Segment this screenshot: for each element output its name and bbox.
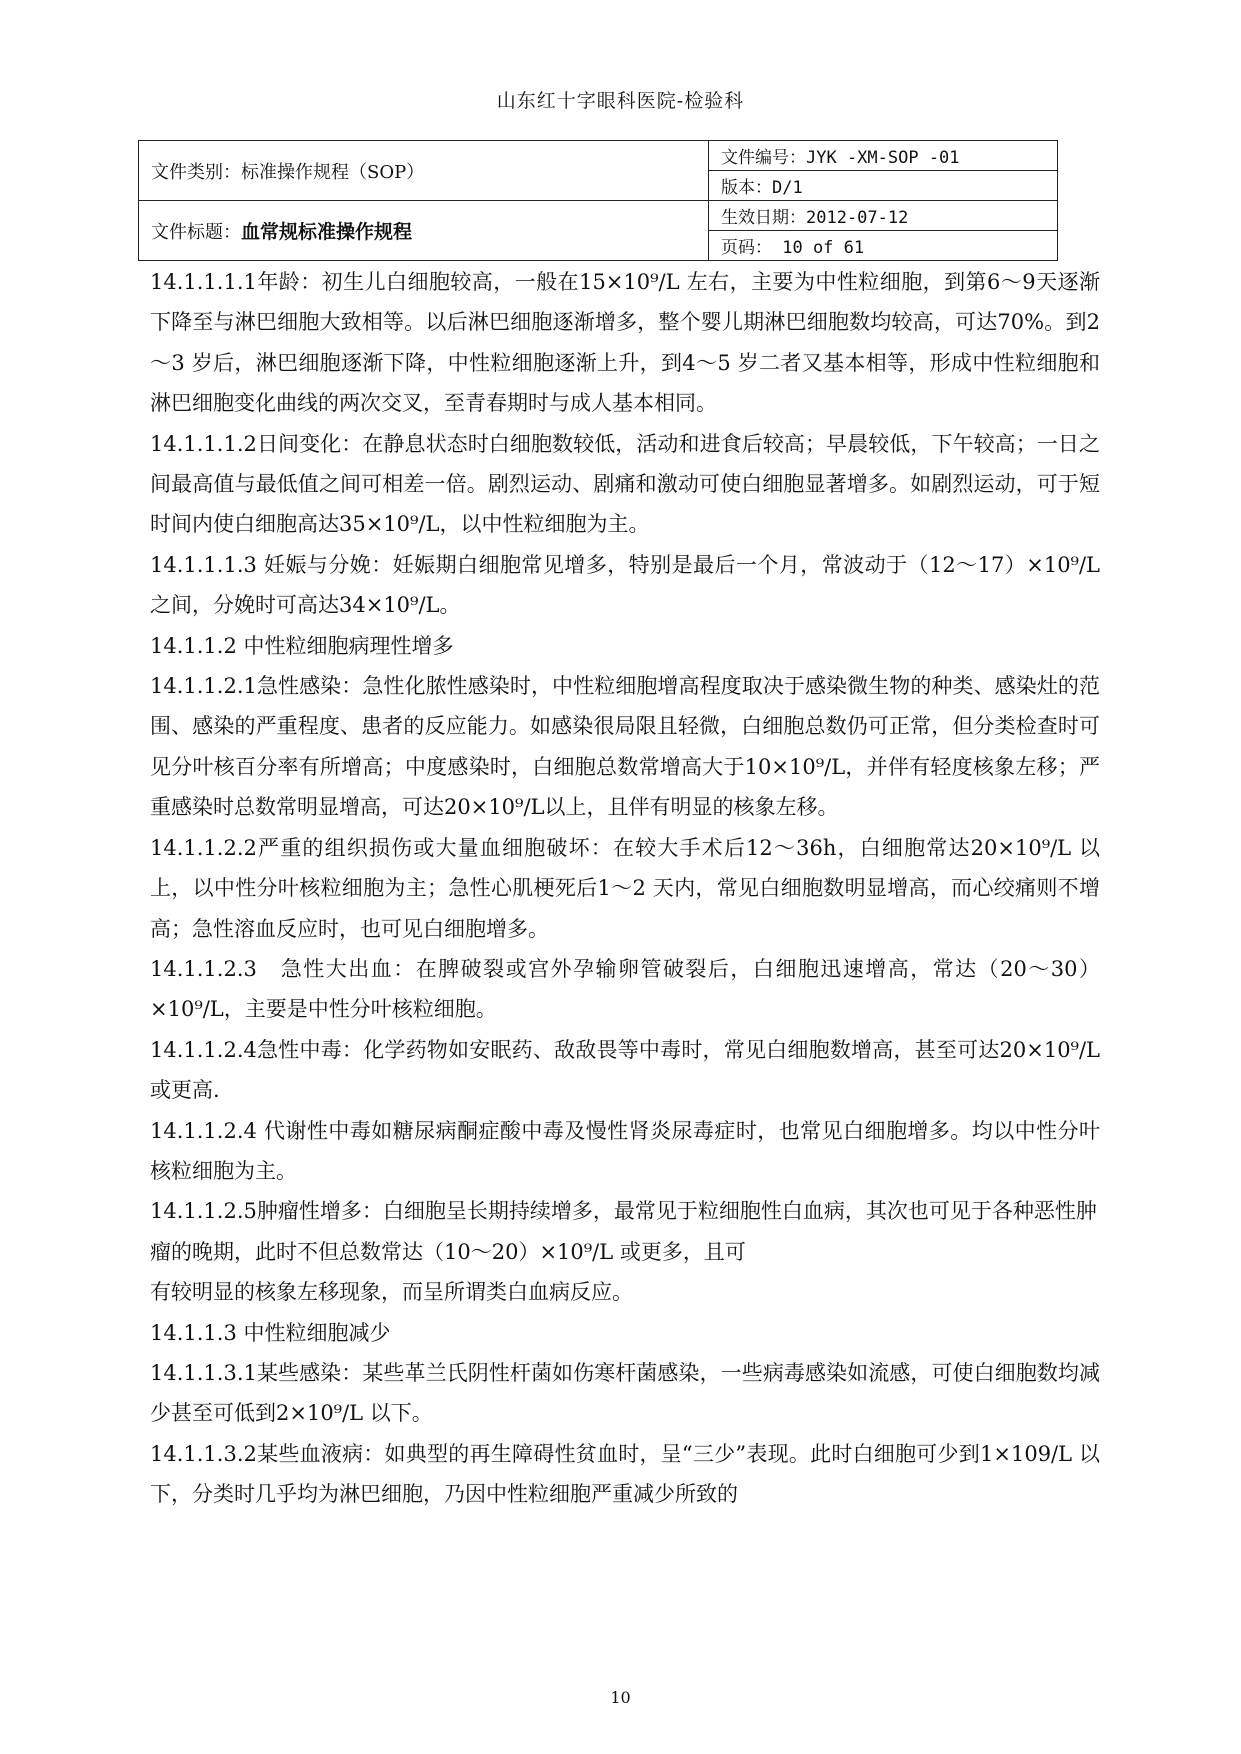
hospital-header: 山东红十字眼科医院-检验科: [496, 90, 745, 112]
paragraph: 有较明显的核象左移现象，而呈所谓类白血病反应。: [150, 1280, 633, 1305]
effective-date: 生效日期：2012-07-12: [709, 201, 1058, 231]
section-heading: 14.1.1.2 中性粒细胞病理性增多: [150, 633, 454, 658]
paragraph: 14.1.1.1.2日间变化：在静息状态时白细胞数较低，活动和进食后较高；早晨较低，下午较高；一日之间最高值与最低值之间可相差一倍。剧烈运动、剧痛和激动可使白细胞显著增多。如剧烈运动，可于短时间内使白细胞高达35×10⁹/L，以中性粒细胞为主。: [150, 431, 1100, 537]
paragraph: 14.1.1.2.4急性中毒：化学药物如安眠药、敌敌畏等中毒时，常见白细胞数增高，甚至可达20×10⁹/L 或更高.: [150, 1037, 1100, 1103]
title-cell: [139, 201, 709, 261]
version: 版本：D/1: [709, 171, 1058, 201]
page-info: 页码： 10 of 61: [709, 231, 1058, 261]
document-body: [150, 262, 1100, 1515]
doc-number: 文件编号：JYK -XM-SOP -01: [709, 141, 1058, 171]
paragraph: 14.1.1.1.1年龄：初生儿白细胞较高，一般在15×10⁹/L 左右，主要为中性粒细胞，到第6～9天逐渐下降至与淋巴细胞大致相等。以后淋巴细胞逐渐增多，整个婴儿期淋巴细胞数均较高，可达70%。到2～3 岁后，淋巴细胞逐渐下降，中性粒细胞逐渐上升，到4～5 岁二者又基本相等，形成中性粒细胞和淋巴细胞变化曲线的两次交叉，至青春期时与成人基本相同。: [150, 270, 1100, 416]
section-heading: 14.1.1.3 中性粒细胞减少: [150, 1320, 391, 1345]
title-label: 文件标题：: [151, 222, 241, 243]
category-label: 文件类别：: [151, 161, 241, 183]
paragraph: 14.1.1.2.4 代谢性中毒如糖尿病酮症酸中毒及慢性肾炎尿毒症时，也常见白细胞增多。均以中性分叶核粒细胞为主。: [150, 1118, 1100, 1183]
page-number: 10: [610, 1688, 631, 1707]
paragraph: 14.1.1.2.5肿瘤性增多：白细胞呈长期持续增多，最常见于粒细胞性白血病，其次也可见于各种恶性肿瘤的晚期，此时不但总数常达（10～20）×10⁹/L 或更多，且可: [150, 1199, 1097, 1264]
paragraph: 14.1.1.1.3 妊娠与分娩：妊娠期白细胞常见增多，特别是最后一个月，常波动于（12～17）×10⁹/L 之间，分娩时可高达34×10⁹/L。: [150, 552, 1100, 618]
category-cell: [139, 141, 709, 201]
category-value: 标准操作规程（SOP）: [241, 161, 425, 183]
paragraph: 14.1.1.2.1急性感染：急性化脓性感染时，中性粒细胞增高程度取决于感染微生物的种类、感染灶的范围、感染的严重程度、患者的反应能力。如感染很局限且轻微，白细胞总数仍可正常，但分类检查时可见分叶核百分率有所增高；中度感染时，白细胞总数常增高大于10×10⁹/L，并伴有轻度核象左移；严重感染时总数常明显增高，可达20×10⁹/L以上，且伴有明显的核象左移。: [150, 674, 1100, 820]
paragraph: 14.1.1.3.1某些感染：某些革兰氏阴性杆菌如伤寒杆菌感染，一些病毒感染如流感，可使白细胞数均减少甚至可低到2×10⁹/L 以下。: [150, 1360, 1100, 1426]
paragraph: 14.1.1.3.2某些血液病：如典型的再生障碍性贫血时，呈“三少”表现。此时白细胞可少到1×109/L 以下，分类时几乎均为淋巴细胞，乃因中性粒细胞严重减少所致的: [150, 1441, 1100, 1507]
paragraph: 14.1.1.2.3 急性大出血：在脾破裂或宫外孕输卵管破裂后，白细胞迅速增高，常达（20～30）×10⁹/L，主要是中性分叶核粒细胞。: [150, 956, 1100, 1022]
document-info-table: [138, 140, 1058, 261]
paragraph: 14.1.1.2.2严重的组织损伤或大量血细胞破坏：在较大手术后12～36h，白细胞常达20×10⁹/L 以上，以中性分叶核粒细胞为主；急性心肌梗死后1～2 天内，常见白细胞数明显增高，而心绞痛则不增高；急性溶血反应时，也可见白细胞增多。: [150, 835, 1100, 941]
document-title: 血常规标准操作规程: [241, 221, 413, 243]
